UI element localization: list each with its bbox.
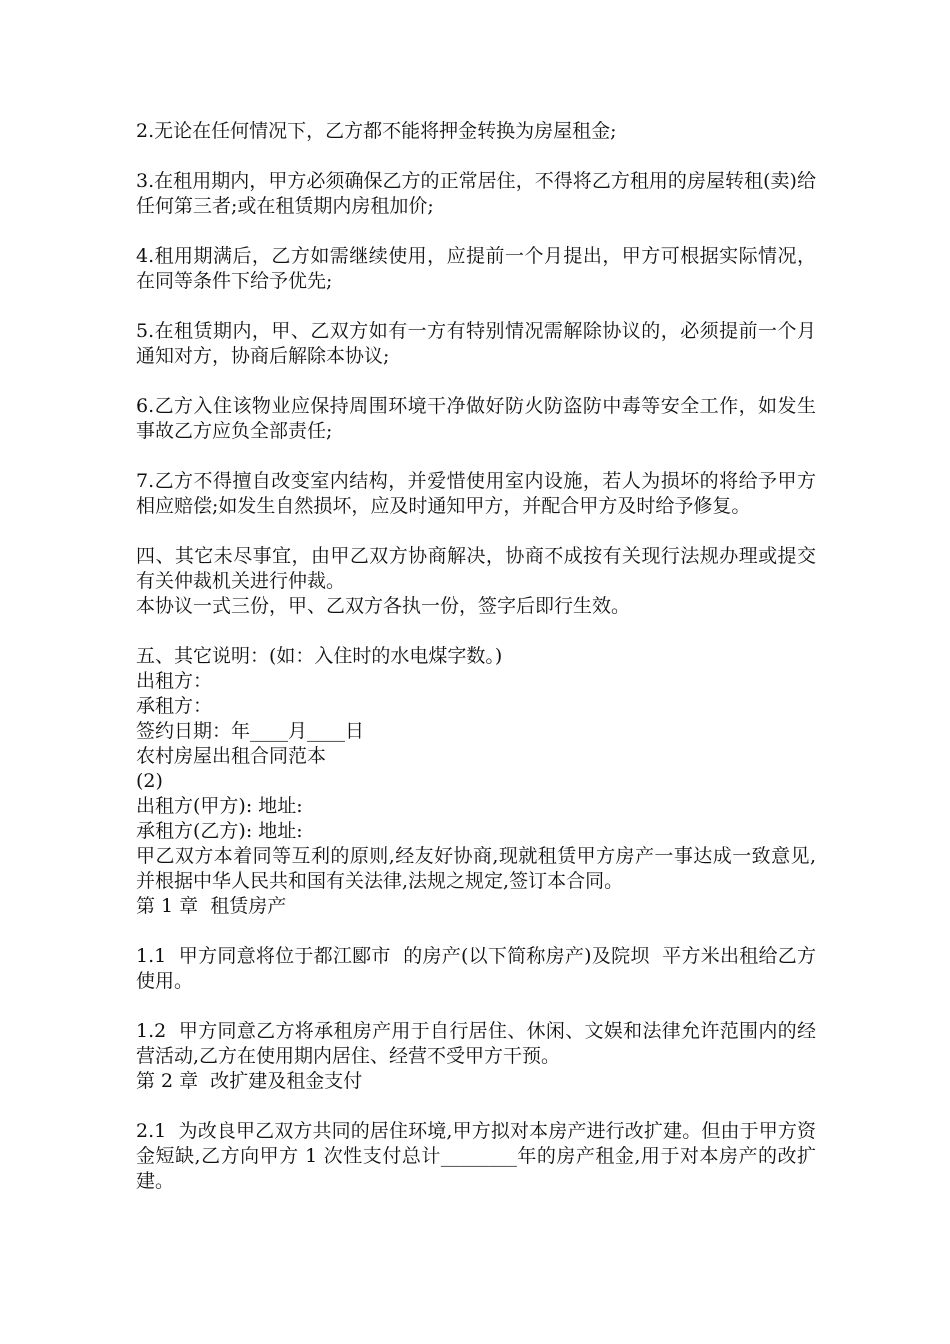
paragraph-p07: 四、其它未尽事宜，由甲乙双方协商解决，协商不成按有关现行法规办理或提交有关仲裁机关进行仲裁。 [136,545,816,592]
paragraph-spacer [136,519,816,544]
paragraph-spacer [136,369,816,394]
paragraph-spacer [136,919,816,944]
paragraph-p11: 承租方： [136,695,213,717]
paragraph-p05: 6.乙方入住该物业应保持周围环境干净做好防火防盗防中毒等安全工作，如发生事故乙方应负全部责任; [136,395,816,442]
document-page [136,119,816,1194]
paragraph-p04: 5.在租赁期内，甲、乙双方如有一方有特别情况需解除协议的，必须提前一个月通知对方，协商后解除本协议; [136,320,816,367]
paragraph-p18: 第 1 章 租赁房产 [136,895,287,917]
paragraph-p14: (2) [136,770,163,792]
paragraph-p13: 农村房屋出租合同范本 [136,745,327,767]
paragraph-p19: 1.1 甲方同意将位于都江郾市 的房产(以下简称房产)及院坝 平方米出租给乙方使用。 [136,945,816,992]
paragraph-p22: 2.1 为改良甲乙双方共同的居住环境,甲方拟对本房产进行改扩建。但由于甲方资金短缺,乙方向甲方 1 次性支付总计________年的房产租金,用于对本房产的改扩建。 [136,1120,816,1192]
paragraph-p09: 五、其它说明：(如：入住时的水电煤字数。) [136,645,503,667]
paragraph-p06: 7.乙方不得擅自改变室内结构，并爱惜使用室内设施，若人为损坏的将给予甲方相应赔偿;如发生自然损坏，应及时通知甲方，并配合甲方及时给予修复。 [136,470,816,517]
paragraph-spacer [136,219,816,244]
paragraph-p03: 4.租用期满后，乙方如需继续使用，应提前一个月提出，甲方可根据实际情况，在同等条件下给予优先; [136,245,816,292]
paragraph-spacer [136,1094,816,1119]
paragraph-p02: 3.在租用期内，甲方必须确保乙方的正常居住，不得将乙方租用的房屋转租(卖)给任何第三者;或在租赁期内房租加价; [136,170,816,217]
paragraph-p15: 出租方(甲方): 地址: [136,795,303,817]
paragraph-p17: 甲乙双方本着同等互利的原则,经友好协商,现就租赁甲方房产一事达成一致意见,并根据中华人民共和国有关法律,法规之规定,签订本合同。 [136,845,816,892]
paragraph-spacer [136,994,816,1019]
paragraph-p16: 承租方(乙方): 地址: [136,820,303,842]
paragraph-p21: 第 2 章 改扩建及租金支付 [136,1070,363,1092]
paragraph-spacer [136,294,816,319]
paragraph-p08: 本协议一式三份，甲、乙双方各执一份，签字后即行生效。 [136,595,631,617]
paragraph-p12: 签约日期：年____月____日 [136,720,365,742]
paragraph-p10: 出租方： [136,670,213,692]
paragraph-spacer [136,144,816,169]
paragraph-p01: 2.无论在任何情况下，乙方都不能将押金转换为房屋租金; [136,120,617,142]
paragraph-p20: 1.2 甲方同意乙方将承租房产用于自行居住、休闲、文娱和法律允许范围内的经营活动,乙方在使用期内居住、经营不受甲方干预。 [136,1020,816,1067]
paragraph-spacer [136,444,816,469]
paragraph-spacer [136,619,816,644]
